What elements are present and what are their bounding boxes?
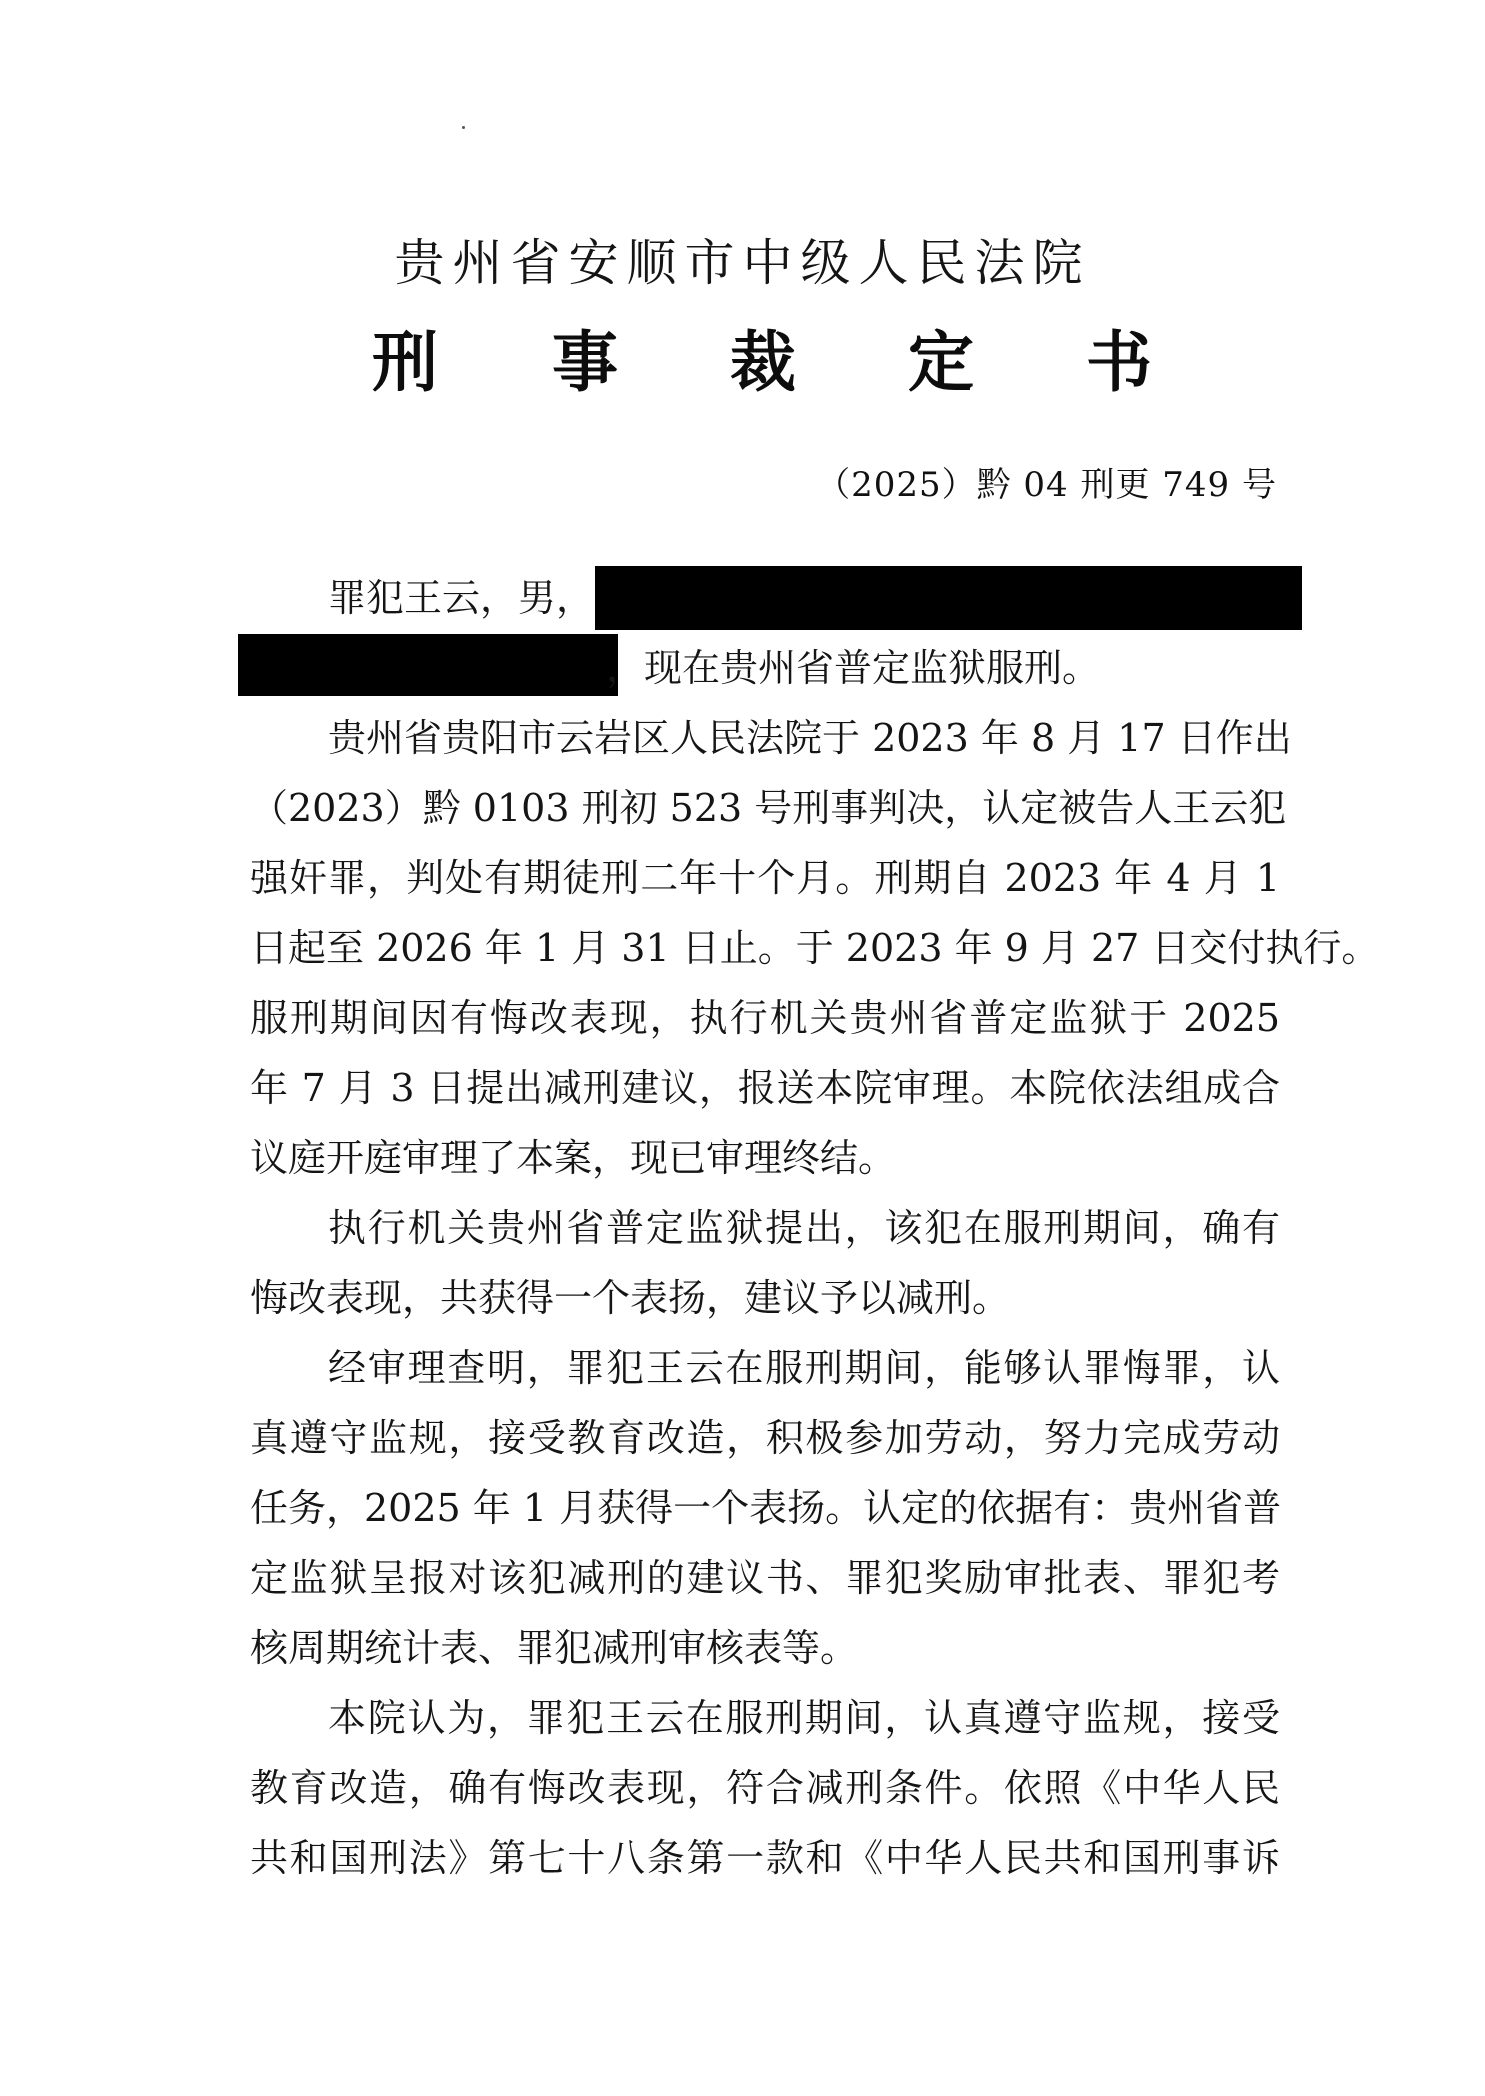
title-char: 书 — [1086, 324, 1152, 401]
text-line: 议庭开庭审理了本案，现已审理终结。 — [250, 1136, 897, 1180]
text-line: 服刑期间因有悔改表现，执行机关贵州省普定监狱于 2025 — [250, 996, 1280, 1040]
title-char: 事 — [552, 324, 618, 401]
text-line: 强奸罪，判处有期徒刑二年十个月。刑期自 2023 年 4 月 1 — [250, 856, 1280, 900]
text-line: 教育改造，确有悔改表现，符合减刑条件。依照《中华人民 — [250, 1766, 1280, 1810]
text-line: 罪犯王云，男， — [328, 576, 595, 620]
text-line: 定监狱呈报对该犯减刑的建议书、罪犯奖励审批表、罪犯考 — [250, 1556, 1280, 1600]
text-line: ，现在贵州省普定监狱服刑。 — [606, 646, 1101, 690]
text-line: 真遵守监规，接受教育改造，积极参加劳动，努力完成劳动 — [250, 1416, 1280, 1460]
title-char: 刑 — [372, 324, 438, 401]
text-line: 任务，2025 年 1 月获得一个表扬。认定的依据有：贵州省普 — [250, 1486, 1282, 1530]
court-name: 贵州省安顺市中级人民法院 — [394, 234, 1091, 292]
text-line: 悔改表现，共获得一个表扬，建议予以减刑。 — [250, 1276, 1011, 1320]
title-char: 定 — [908, 324, 974, 401]
text-line: 共和国刑法》第七十八条第一款和《中华人民共和国刑事诉 — [250, 1836, 1280, 1880]
text-line: 日起至 2026 年 1 月 31 日止。于 2023 年 9 月 27 日交付执行。 — [250, 926, 1380, 970]
case-number: （2025）黔 04 刑更 749 号 — [816, 465, 1277, 505]
text-line: 执行机关贵州省普定监狱提出，该犯在服刑期间，确有 — [328, 1206, 1280, 1250]
text-line: 核周期统计表、罪犯减刑审核表等。 — [250, 1626, 859, 1670]
text-line: （2023）黔 0103 刑初 523 号刑事判决，认定被告人王云犯 — [250, 786, 1287, 830]
title-char: 裁 — [730, 324, 796, 401]
text-line: 本院认为，罪犯王云在服刑期间，认真遵守监规，接受 — [328, 1696, 1280, 1740]
document-title — [0, 318, 1485, 408]
redaction-bar — [595, 566, 1302, 630]
text-line: 年 7 月 3 日提出减刑建议，报送本院审理。本院依法组成合 — [250, 1066, 1280, 1110]
text-line: 贵州省贵阳市云岩区人民法院于 2023 年 8 月 17 日作出 — [328, 716, 1292, 760]
text-line: 经审理查明，罪犯王云在服刑期间，能够认罪悔罪，认 — [328, 1346, 1280, 1390]
redaction-bar — [238, 634, 618, 696]
scan-speck — [462, 126, 465, 129]
